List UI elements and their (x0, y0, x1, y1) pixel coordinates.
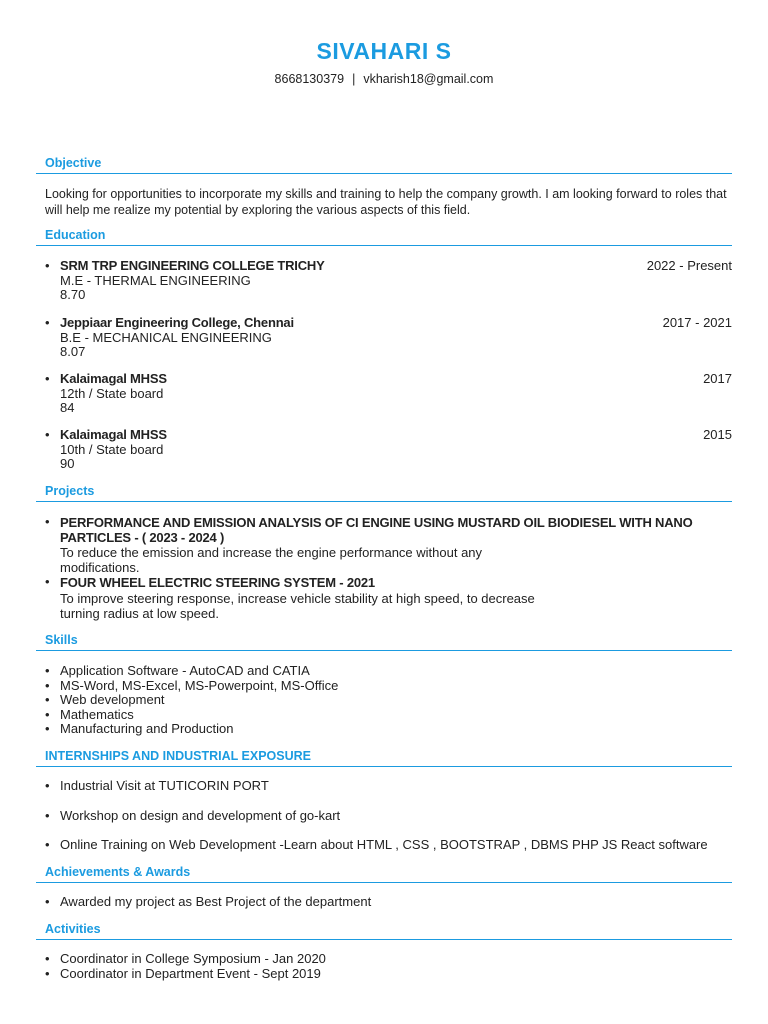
project-item (45, 575, 732, 621)
bullet-icon: • (45, 574, 50, 589)
education-item (45, 428, 732, 472)
education-date: 2022 - Present (646, 258, 732, 273)
bullet-icon: • (45, 514, 50, 529)
section-title-skills: Skills (36, 633, 732, 651)
contact-separator: | (352, 72, 356, 86)
education-date: 2017 - 2021 (662, 315, 732, 330)
education-date: 2017 (703, 371, 732, 386)
internships-list (45, 779, 732, 853)
bullet-icon: • (45, 371, 50, 386)
education-institution: Kalaimagal MHSS (60, 427, 167, 442)
education-score: 8.70 (60, 287, 86, 302)
section-title-education: Education (36, 228, 732, 246)
education-degree: M.E - THERMAL ENGINEERING (60, 272, 251, 288)
bullet-icon: • (45, 315, 50, 330)
project-title: PERFORMANCE AND EMISSION ANALYSIS OF CI ENGINE USING MUSTARD OIL BIODIESEL WITH NANO PARTICLES - ( 2023 - 2024 ) (60, 515, 693, 545)
list-item: • MS-Word, MS-Excel, MS-Powerpoint, MS-Office (45, 679, 732, 694)
education-item (45, 316, 732, 360)
project-description: To reduce the emission and increase the engine performance without any modifications. (60, 545, 483, 575)
bullet-icon: • (45, 258, 50, 273)
education-item (45, 259, 732, 303)
section-title-internships: INTERNSHIPS AND INDUSTRIAL EXPOSURE (36, 749, 732, 767)
education-degree: 10th / State board (60, 441, 164, 457)
list-item: • Manufacturing and Production (45, 722, 732, 737)
education-item (45, 372, 732, 416)
list-item: • Workshop on design and development of go-kart (45, 809, 732, 824)
list-item: • Mathematics (45, 708, 732, 723)
email-address: vkharish18@gmail.com (363, 72, 494, 86)
education-degree: 12th / State board (60, 385, 164, 401)
bullet-icon: • (45, 427, 50, 442)
contact-line (0, 72, 768, 86)
section-title-objective: Objective (36, 156, 732, 174)
candidate-name: SIVAHARI S (316, 38, 452, 64)
list-item: • Web development (45, 693, 732, 708)
section-title-projects: Projects (36, 484, 732, 502)
list-item: • Coordinator in Department Event - Sept 2019 (45, 967, 732, 982)
education-score: 8.07 (60, 344, 86, 359)
activities-list (45, 952, 732, 981)
education-date: 2015 (703, 427, 732, 442)
achievements-list (45, 895, 732, 910)
education-score: 84 (60, 400, 75, 415)
list-item: • Industrial Visit at TUTICORIN PORT (45, 779, 732, 794)
project-description: To improve steering response, increase vehicle stability at high speed, to decrease turning radius at low speed. (60, 591, 535, 621)
section-title-activities: Activities (36, 922, 732, 940)
education-institution: Kalaimagal MHSS (60, 371, 167, 386)
objective-text: Looking for opportunities to incorporate my skills and training to help the company growth. I am looking forward to roles that will help me realize my potential by exploring the various aspects of this field. (45, 187, 727, 217)
list-item: • Application Software - AutoCAD and CATIA (45, 664, 732, 679)
project-item (45, 515, 732, 575)
project-title: FOUR WHEEL ELECTRIC STEERING SYSTEM - 2021 (60, 575, 375, 590)
section-title-achievements: Achievements & Awards (36, 865, 732, 883)
education-score: 90 (60, 456, 75, 471)
education-degree: B.E - MECHANICAL ENGINEERING (60, 329, 272, 345)
list-item: • Awarded my project as Best Project of the department (45, 895, 732, 910)
phone-number: 8668130379 (274, 72, 345, 86)
list-item: • Coordinator in College Symposium - Jan 2020 (45, 952, 732, 967)
education-institution: SRM TRP ENGINEERING COLLEGE TRICHY (60, 258, 325, 273)
skills-list (45, 664, 732, 737)
list-item: • Online Training on Web Development -Learn about HTML , CSS , BOOTSTRAP , DBMS PHP JS React software (45, 838, 732, 853)
education-institution: Jeppiaar Engineering College, Chennai (60, 315, 294, 330)
